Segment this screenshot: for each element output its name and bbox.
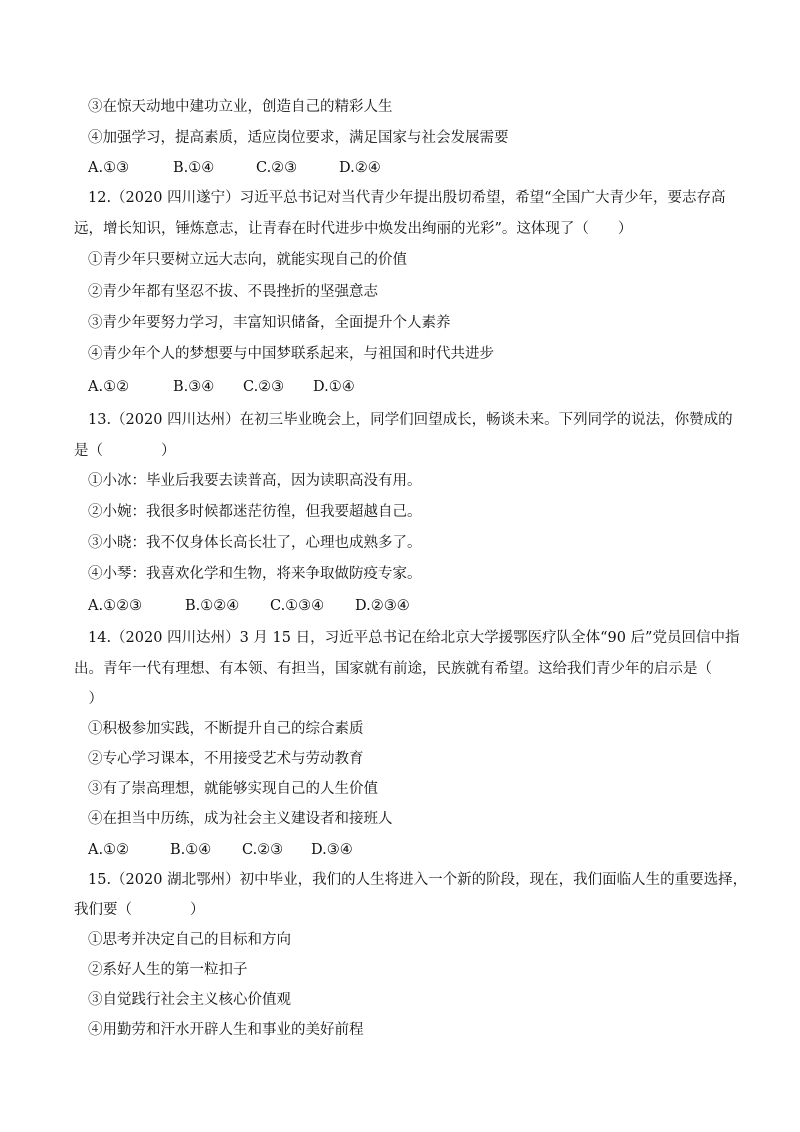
q13-option-2: ②小婉：我很多时候都迷茫彷徨，但我要超越自己。 (88, 504, 422, 520)
q12-answer-c: C.②③ (243, 379, 285, 395)
q14-answer-c: C.②③ (242, 842, 284, 858)
q12-stem-line-1: 12.（2020 四川遂宁）习近平总书记对当代青少年提出殷切希望，希望“全国广大青少年，要志存高 (88, 190, 726, 206)
q14-answer-d: D.③④ (311, 842, 353, 858)
q11-answer-a: A.①③ (88, 160, 130, 176)
q12-option-3: ③青少年要努力学习，丰富知识储备，全面提升个人素养 (88, 315, 451, 331)
q13-option-4: ④小琴：我喜欢化学和生物，将来争取做防疫专家。 (88, 566, 422, 582)
q13-option-3: ③小晓：我不仅身体长高长壮了，心理也成熟多了。 (88, 535, 422, 551)
q13-answer-d: D.②③④ (355, 598, 410, 614)
q11-answer-d: D.②④ (339, 160, 381, 176)
q15-option-3: ③自觉践行社会主义核心价值观 (88, 992, 291, 1008)
q15-stem-line-2: 我们要（ ） (74, 902, 205, 918)
q12-stem-line-2: 远，增长知识，锤炼意志，让青春在时代进步中焕发出绚丽的光彩”。这体现了（ ） (74, 221, 633, 237)
q14-option-2: ②专心学习课本，不用接受艺术与劳动教育 (88, 751, 364, 767)
q14-answer-a: A.①② (88, 842, 130, 858)
q14-stem-line-2: 出。青年一代有理想、有本领、有担当，国家就有前途，民族就有希望。这给我们青少年的启示是（ (74, 661, 712, 677)
q13-option-1: ①小冰：毕业后我要去读普高，因为读职高没有用。 (88, 473, 422, 489)
q12-option-2: ②青少年都有坚忍不拔、不畏挫折的坚强意志 (88, 284, 378, 300)
q13-stem-line-2: 是（ ） (74, 443, 176, 459)
q12-option-1: ①青少年只要树立远大志向，就能实现自己的价值 (88, 252, 407, 268)
q15-option-1: ①思考并决定自己的目标和方向 (88, 932, 291, 948)
q14-stem-line-3: ） (74, 691, 103, 707)
q12-option-4: ④青少年个人的梦想要与中国梦联系起来，与祖国和时代共进步 (88, 346, 494, 362)
q14-option-3: ③有了崇高理想，就能够实现自己的人生价值 (88, 781, 378, 797)
q12-answer-a: A.①② (88, 379, 130, 395)
q11-option-4: ④加强学习，提高素质，适应岗位要求，满足国家与社会发展需要 (88, 130, 509, 146)
q11-option-3: ③在惊天动地中建功立业，创造自己的精彩人生 (88, 99, 393, 115)
q13-answer-c: C.①③④ (270, 598, 325, 614)
q11-answer-c: C.②③ (256, 160, 298, 176)
q14-stem-line-1: 14.（2020 四川达州）3 月 15 日，习近平总书记在给北京大学援鄂医疗队全体“90 后”党员回信中指 (88, 630, 740, 646)
q11-answer-b: B.①④ (173, 160, 215, 176)
q15-option-4: ④用勤劳和汗水开辟人生和事业的美好前程 (88, 1022, 364, 1038)
q14-answer-b: B.①④ (170, 842, 212, 858)
q15-option-2: ②系好人生的第一粒扣子 (88, 962, 248, 978)
q13-answer-b: B.①②④ (185, 598, 240, 614)
q13-stem-line-1: 13.（2020 四川达州）在初三毕业晚会上，同学们回望成长，畅谈未来。下列同学的说法，你赞成的 (88, 412, 733, 428)
q15-stem-line-1: 15.（2020 湖北鄂州）初中毕业，我们的人生将进入一个新的阶段，现在，我们面临人生的重要选择， (88, 872, 748, 888)
q12-answer-d: D.①④ (313, 379, 355, 395)
q14-option-4: ④在担当中历练，成为社会主义建设者和接班人 (88, 811, 393, 827)
q12-answer-b: B.③④ (173, 379, 215, 395)
q14-option-1: ①积极参加实践，不断提升自己的综合素质 (88, 721, 364, 737)
q13-answer-a: A.①②③ (88, 598, 143, 614)
